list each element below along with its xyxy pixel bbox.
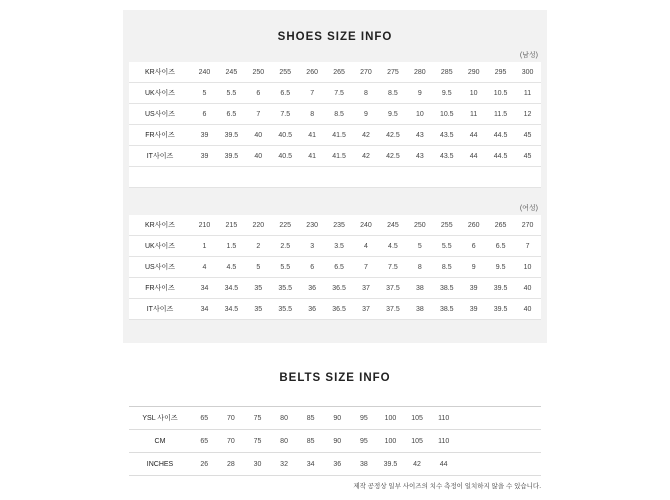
blank-cell	[129, 167, 541, 188]
size-cell: 39.5	[218, 146, 245, 167]
size-cell: 5	[406, 236, 433, 257]
size-cell: 40.5	[272, 125, 299, 146]
size-row	[129, 278, 541, 299]
size-cell: 37	[353, 299, 380, 320]
size-cell: 36.5	[326, 278, 353, 299]
row-label: UK사이즈	[129, 236, 191, 257]
row-label: KR사이즈	[129, 215, 191, 236]
size-cell: 3.5	[326, 236, 353, 257]
size-cell: 38	[406, 278, 433, 299]
size-cell: 38	[351, 453, 378, 476]
size-cell: 65	[191, 407, 218, 430]
size-row	[129, 407, 541, 430]
size-cell: 38	[406, 299, 433, 320]
size-row	[129, 146, 541, 167]
size-cell: 7.5	[379, 257, 406, 278]
size-cell: 295	[487, 62, 514, 83]
men-label: (남성)	[519, 52, 538, 59]
row-label: UK사이즈	[129, 83, 191, 104]
size-cell: 11	[460, 104, 487, 125]
size-cell: 90	[324, 407, 351, 430]
size-cell: 39.5	[218, 125, 245, 146]
size-cell: 285	[433, 62, 460, 83]
size-cell: 39.5	[377, 453, 404, 476]
size-cell: 240	[353, 215, 380, 236]
size-cell: 39.5	[487, 299, 514, 320]
size-cell: 225	[272, 215, 299, 236]
size-cell: 70	[218, 430, 245, 453]
size-cell: 7	[299, 83, 326, 104]
size-cell: 8	[406, 257, 433, 278]
row-label: YSL 사이즈	[129, 407, 191, 430]
size-cell: 39	[191, 146, 218, 167]
size-cell: 100	[377, 407, 404, 430]
size-cell: 34	[191, 278, 218, 299]
size-cell: 220	[245, 215, 272, 236]
size-cell: 40	[245, 125, 272, 146]
size-cell: 39	[191, 125, 218, 146]
size-cell: 85	[297, 407, 324, 430]
size-cell: 280	[406, 62, 433, 83]
size-cell: 38.5	[433, 299, 460, 320]
women-label: (여성)	[519, 205, 538, 212]
size-cell: 245	[218, 62, 245, 83]
shoes-size-title: SHOES SIZE INFO	[277, 31, 393, 43]
size-cell: 70	[218, 407, 245, 430]
size-cell: 7	[245, 104, 272, 125]
size-cell: 75	[244, 407, 271, 430]
size-cell: 36	[299, 278, 326, 299]
size-cell: 44.5	[487, 125, 514, 146]
size-cell: 43	[406, 146, 433, 167]
size-cell: 6	[191, 104, 218, 125]
empty-cell	[457, 430, 541, 453]
blank-row	[129, 167, 541, 188]
size-cell: 41	[299, 125, 326, 146]
size-cell: 28	[218, 453, 245, 476]
size-cell: 4.5	[379, 236, 406, 257]
size-cell: 42.5	[379, 146, 406, 167]
size-cell: 240	[191, 62, 218, 83]
size-cell: 43.5	[433, 146, 460, 167]
size-cell: 9.5	[433, 83, 460, 104]
size-cell: 255	[433, 215, 460, 236]
size-cell: 42	[404, 453, 431, 476]
size-cell: 95	[351, 430, 378, 453]
size-cell: 4	[191, 257, 218, 278]
size-row	[129, 257, 541, 278]
size-cell: 37.5	[379, 278, 406, 299]
size-row	[129, 125, 541, 146]
size-cell: 40	[514, 299, 541, 320]
size-cell: 10	[514, 257, 541, 278]
size-cell: 255	[272, 62, 299, 83]
empty-cell	[457, 407, 541, 430]
size-cell: 37.5	[379, 299, 406, 320]
size-cell: 43	[406, 125, 433, 146]
size-cell: 35	[245, 278, 272, 299]
size-cell: 11	[514, 83, 541, 104]
size-cell: 11.5	[487, 104, 514, 125]
size-cell: 36.5	[326, 299, 353, 320]
size-cell: 44	[460, 125, 487, 146]
size-cell: 2	[245, 236, 272, 257]
size-cell: 215	[218, 215, 245, 236]
row-label: IT사이즈	[129, 146, 191, 167]
size-cell: 5.5	[433, 236, 460, 257]
size-cell: 90	[324, 430, 351, 453]
row-label: CM	[129, 430, 191, 453]
size-cell: 265	[487, 215, 514, 236]
measurement-note: 제작 공정상 일부 사이즈의 치수 측정이 일치하지 않을 수 있습니다.	[353, 483, 541, 490]
size-cell: 4	[353, 236, 380, 257]
size-cell: 8	[299, 104, 326, 125]
size-cell: 35.5	[272, 278, 299, 299]
size-cell: 12	[514, 104, 541, 125]
women-shoe-size-table	[129, 215, 541, 320]
size-cell: 105	[404, 407, 431, 430]
size-cell: 41.5	[326, 125, 353, 146]
size-cell: 39.5	[487, 278, 514, 299]
size-cell: 9	[406, 83, 433, 104]
belt-size-table	[129, 406, 541, 476]
size-row	[129, 215, 541, 236]
size-cell: 95	[351, 407, 378, 430]
size-cell: 110	[430, 430, 457, 453]
size-cell: 250	[406, 215, 433, 236]
size-cell: 290	[460, 62, 487, 83]
size-cell: 44	[460, 146, 487, 167]
size-cell: 34	[191, 299, 218, 320]
size-cell: 10	[406, 104, 433, 125]
size-cell: 245	[379, 215, 406, 236]
size-cell: 5	[191, 83, 218, 104]
size-cell: 2.5	[272, 236, 299, 257]
size-cell: 9.5	[379, 104, 406, 125]
size-cell: 37	[353, 278, 380, 299]
size-cell: 6	[460, 236, 487, 257]
row-label: INCHES	[129, 453, 191, 476]
size-cell: 235	[326, 215, 353, 236]
size-cell: 260	[299, 62, 326, 83]
size-cell: 35.5	[272, 299, 299, 320]
size-cell: 7	[514, 236, 541, 257]
size-cell: 32	[271, 453, 298, 476]
size-cell: 34.5	[218, 278, 245, 299]
size-cell: 39	[460, 299, 487, 320]
size-cell: 6.5	[487, 236, 514, 257]
size-cell: 42.5	[379, 125, 406, 146]
size-cell: 4.5	[218, 257, 245, 278]
size-cell: 10.5	[487, 83, 514, 104]
row-label: IT사이즈	[129, 299, 191, 320]
size-cell: 40	[514, 278, 541, 299]
size-cell: 5	[245, 257, 272, 278]
size-cell: 7.5	[326, 83, 353, 104]
size-cell: 45	[514, 125, 541, 146]
size-cell: 8	[353, 83, 380, 104]
size-cell: 75	[244, 430, 271, 453]
size-cell: 6	[245, 83, 272, 104]
size-cell: 35	[245, 299, 272, 320]
size-cell: 270	[514, 215, 541, 236]
size-cell: 9.5	[487, 257, 514, 278]
size-cell: 44.5	[487, 146, 514, 167]
size-cell: 80	[271, 407, 298, 430]
size-cell: 43.5	[433, 125, 460, 146]
size-row	[129, 236, 541, 257]
size-cell: 100	[377, 430, 404, 453]
size-row	[129, 104, 541, 125]
size-cell: 230	[299, 215, 326, 236]
row-label: US사이즈	[129, 104, 191, 125]
size-cell: 6.5	[326, 257, 353, 278]
size-cell: 38.5	[433, 278, 460, 299]
size-row	[129, 299, 541, 320]
size-cell: 40	[245, 146, 272, 167]
size-cell: 250	[245, 62, 272, 83]
size-cell: 34	[297, 453, 324, 476]
size-cell: 8.5	[379, 83, 406, 104]
size-cell: 34.5	[218, 299, 245, 320]
size-cell: 39	[460, 278, 487, 299]
belts-size-title: BELTS SIZE INFO	[279, 372, 391, 384]
size-cell: 9	[460, 257, 487, 278]
size-cell: 6.5	[218, 104, 245, 125]
size-cell: 270	[353, 62, 380, 83]
size-cell: 210	[191, 215, 218, 236]
size-cell: 85	[297, 430, 324, 453]
row-label: US사이즈	[129, 257, 191, 278]
size-cell: 41.5	[326, 146, 353, 167]
size-cell: 36	[299, 299, 326, 320]
size-cell: 80	[271, 430, 298, 453]
size-row	[129, 430, 541, 453]
size-cell: 42	[353, 125, 380, 146]
size-cell: 36	[324, 453, 351, 476]
size-cell: 5.5	[272, 257, 299, 278]
size-cell: 40.5	[272, 146, 299, 167]
size-cell: 44	[430, 453, 457, 476]
row-label: FR사이즈	[129, 278, 191, 299]
size-cell: 30	[244, 453, 271, 476]
size-cell: 45	[514, 146, 541, 167]
size-cell: 5.5	[218, 83, 245, 104]
men-shoe-size-table	[129, 62, 541, 188]
size-cell: 6.5	[272, 83, 299, 104]
size-cell: 300	[514, 62, 541, 83]
size-cell: 3	[299, 236, 326, 257]
size-cell: 8.5	[433, 257, 460, 278]
size-cell: 1.5	[218, 236, 245, 257]
size-cell: 9	[353, 104, 380, 125]
size-cell: 7.5	[272, 104, 299, 125]
size-cell: 10	[460, 83, 487, 104]
size-cell: 265	[326, 62, 353, 83]
size-row	[129, 453, 541, 476]
size-cell: 275	[379, 62, 406, 83]
row-label: KR사이즈	[129, 62, 191, 83]
size-cell: 7	[353, 257, 380, 278]
empty-cell	[457, 453, 541, 476]
size-cell: 110	[430, 407, 457, 430]
size-cell: 8.5	[326, 104, 353, 125]
size-cell: 10.5	[433, 104, 460, 125]
row-label: FR사이즈	[129, 125, 191, 146]
size-cell: 105	[404, 430, 431, 453]
size-cell: 260	[460, 215, 487, 236]
size-cell: 26	[191, 453, 218, 476]
size-cell: 65	[191, 430, 218, 453]
size-cell: 6	[299, 257, 326, 278]
size-cell: 1	[191, 236, 218, 257]
size-cell: 41	[299, 146, 326, 167]
size-row	[129, 83, 541, 104]
size-cell: 42	[353, 146, 380, 167]
size-row	[129, 62, 541, 83]
